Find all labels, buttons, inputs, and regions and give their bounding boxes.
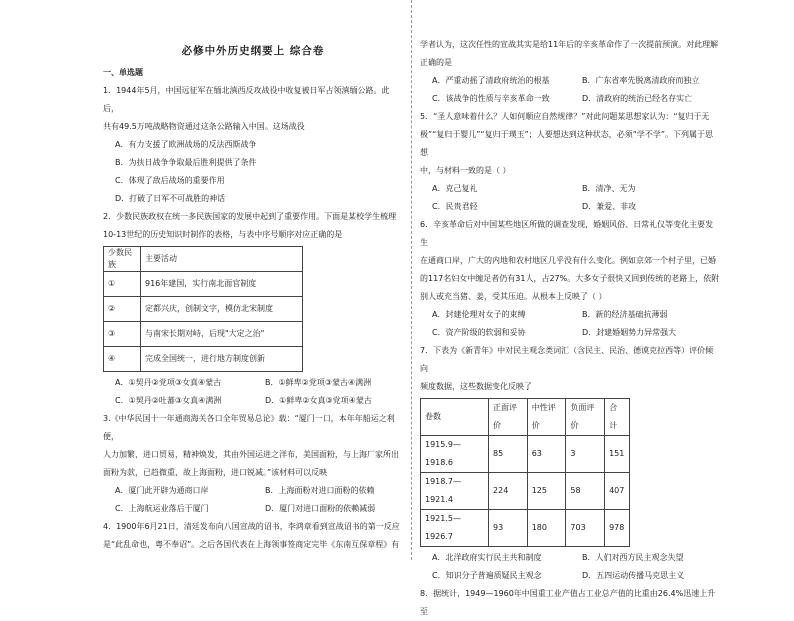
table-header-cell: 卷数	[421, 399, 489, 436]
table-header-cell: 主要活动	[141, 247, 303, 272]
option-a: A．北洋政府实行民主共和制度	[432, 553, 542, 562]
option-d: D．五四运动传播马克思主义	[582, 571, 685, 580]
table-cell: ②	[104, 297, 141, 322]
table-cell: 180	[527, 510, 566, 547]
option-d: D．清政府的统治已经名存实亡	[582, 94, 693, 103]
option-b: B．为扶日战争争取最后胜利提供了条件	[115, 158, 257, 167]
option-b: B．广东省率先脱离清政府而独立	[582, 76, 700, 85]
option-c: C．资产阶级的软弱和妥协	[432, 328, 526, 337]
section-heading: 一、单选题	[103, 68, 143, 77]
question-stem: 2．少数民族政权在统一多民族国家的发展中起到了重要作用。下面是某校学生梳理	[103, 212, 397, 221]
table-cell: 407	[605, 473, 630, 510]
option-c: C．上海航运业落后于厦门	[115, 504, 209, 513]
option-row	[420, 180, 720, 198]
question-stem: 8．据统计，1949—1960年中国重工业产值占工业总产值的比重由26.4%迅速上升至	[420, 589, 716, 616]
question-stem: 中，与材料一致的是（ ）	[420, 166, 511, 175]
table-cell: 3	[566, 436, 605, 473]
evaluation-table	[420, 398, 630, 547]
table-header-row	[104, 247, 303, 272]
question-stem: 3.《中华民国十一年通商海关各口全年贸易总论》载：“厦门一口，本年年船运之利便，	[103, 414, 395, 441]
option-row	[103, 500, 403, 518]
question-stem: 别人或充当猪、姜，受其压迫。从根本上反映了（ ）	[420, 292, 607, 301]
table-row	[421, 436, 630, 473]
table-cell: 85	[489, 436, 528, 473]
table-header-cell: 负面评价	[566, 399, 605, 436]
question-stem: 频度数据，这些数据变化反映了	[420, 382, 532, 391]
option-row	[103, 374, 403, 392]
option-row	[420, 198, 720, 216]
option-row	[420, 567, 720, 585]
option-row	[103, 392, 403, 410]
table-row	[421, 473, 630, 510]
question-stem: 1．1944年5月，中国远征军在缅北滇西反攻战役中收复被日军占领滇缅公路。此后，	[103, 86, 390, 113]
option-a: A．有力支援了欧洲战场的反法西斯战争	[115, 140, 257, 149]
table-row	[104, 322, 303, 347]
question-stem: 人力加繁，进口贸易，精神焕发，其由外国运进之洋布，美国面粉，与上海厂家所出	[103, 450, 399, 459]
table-cell: 完成全国统一，进行地方制度创新	[141, 347, 303, 372]
option-b: B．人们对西方民主观念失望	[582, 553, 684, 562]
table-cell: 224	[489, 473, 528, 510]
question-stem: 正确的是	[420, 58, 452, 67]
question-stem: 5．“圣人意味着什么？人如何顺应自然规律？”对此问题某思想家认为：“复归于无	[420, 112, 710, 121]
question-3	[103, 410, 403, 518]
option-d: D．厦门对进口面粉的依赖减弱	[265, 504, 376, 513]
option-c: C．①契丹②吐蕃③女真④满洲	[115, 396, 222, 405]
table-cell: 1921.5—1926.7	[421, 510, 489, 547]
table-cell: 与南宋长期对峙，后现"大定之治"	[141, 322, 303, 347]
table-row	[104, 347, 303, 372]
option-row	[420, 90, 720, 108]
ethnic-table	[103, 246, 303, 372]
option-row	[420, 324, 720, 342]
question-4-continued	[420, 36, 720, 108]
option-d: D．打破了日军不可战胜的神话	[115, 194, 226, 203]
table-header-row	[421, 399, 630, 436]
question-6	[420, 216, 720, 342]
table-cell: 58	[566, 473, 605, 510]
table-row	[421, 510, 630, 547]
option-d: D．兼爱、非攻	[582, 202, 637, 211]
table-cell: ①	[104, 272, 141, 297]
paper-title: 必修中外历史纲要上 综合卷	[181, 45, 325, 57]
table-cell: 978	[605, 510, 630, 547]
option-c: C．该战争的性质与辛亥革命一致	[432, 94, 550, 103]
table-cell: ④	[104, 347, 141, 372]
option-c: C．体现了敌后战场的重要作用	[115, 176, 225, 185]
option-a: A．厦门此开辟为通商口岸	[115, 486, 209, 495]
table-cell: 916年建国，实行南北面官制度	[141, 272, 303, 297]
option-row	[103, 482, 403, 500]
question-8	[420, 585, 720, 621]
option-row	[420, 306, 720, 324]
option-row	[420, 549, 720, 567]
question-stem: 学者认为，这次任性的宣战其实是给11年后的辛亥革命作了一次提前预演。对此理解	[420, 40, 719, 49]
question-5	[420, 108, 720, 216]
table-cell: 63	[527, 436, 566, 473]
question-stem: 10-13世纪的历史知识时制作的表格，与表中序号顺序对应正确的是	[103, 230, 343, 239]
question-stem: 4．1900年6月21日，清廷发布向八国宣战的诏书，李鸿章看到宣战诏书的第一反应	[103, 522, 400, 531]
question-stem: 极”“复归于婴儿”“复归于璞玉”；人要想达到这种状态，必须“学不学”。下列属于思想	[420, 130, 714, 157]
left-column	[103, 14, 403, 554]
right-column	[420, 36, 720, 621]
option-c: C．民贵君轻	[432, 202, 478, 211]
question-stem: 在通商口岸，广大的内地和农村地区几乎没有什么变化。例如京郊一个村子里，已婚	[420, 256, 716, 265]
question-stem: 是“此乱命也，粤不奉诏”。之后各国代表在上海领事签商定完毕《东南互保章程》有	[103, 540, 400, 549]
table-cell: ③	[104, 322, 141, 347]
question-stem: 6．辛亥革命后对中国某些地区所做的调查发现，婚姻风俗、日常礼仪等变化主要发生	[420, 220, 714, 247]
table-header-cell: 正面评价	[489, 399, 528, 436]
table-header-cell: 合计	[605, 399, 630, 436]
question-2	[103, 208, 403, 410]
table-header-cell: 少数民族	[104, 247, 141, 272]
option-d: D．①鲜卑②女真③党项④蒙古	[265, 396, 372, 405]
question-stem: 共有49.5万吨战略物资通过这条公路输入中国。这场战役	[103, 122, 305, 131]
option-b: B．上海面粉对进口面粉的依赖	[265, 486, 375, 495]
option-b: B．①鲜卑②党项③蒙古④满洲	[265, 378, 372, 387]
option-a: A．①契丹②党项③女真④蒙古	[115, 378, 222, 387]
question-stem: 7．下表为《新青年》中对民主观念类词汇（含民主、民治、德谟克拉西等）评价倾向	[420, 346, 714, 373]
table-header-cell: 中性评价	[527, 399, 566, 436]
question-4	[103, 518, 403, 554]
table-row	[104, 272, 303, 297]
table-cell: 151	[605, 436, 630, 473]
option-a: A．严重动摇了清政府统治的根基	[432, 76, 550, 85]
option-a: A．封建伦理对女子的束缚	[432, 310, 526, 319]
table-cell: 93	[489, 510, 528, 547]
option-a: A．克己复礼	[432, 184, 478, 193]
question-1	[103, 82, 403, 208]
question-stem: 的117名妇女中缠足者仍有31人，占27%。大多女子很快又回到传统的老路上，依附	[420, 274, 720, 283]
table-cell: 703	[566, 510, 605, 547]
column-divider	[411, 0, 412, 560]
option-d: D．封建婚姻势力异常强大	[582, 328, 677, 337]
table-row	[104, 297, 303, 322]
question-7	[420, 342, 720, 585]
question-stem: 面粉为款，已趋微重，故上海面粉，进口锐减。”该材料可以反映	[103, 468, 328, 477]
option-row	[420, 72, 720, 90]
option-b: B．新的经济基础抗薄弱	[582, 310, 668, 319]
table-cell: 1915.9—1918.6	[421, 436, 489, 473]
table-cell: 定都兴庆，创制文字，模仿北宋制度	[141, 297, 303, 322]
table-cell: 125	[527, 473, 566, 510]
table-cell: 1918.7—1921.4	[421, 473, 489, 510]
option-c: C．知识分子普遍质疑民主观念	[432, 571, 542, 580]
option-b: B．清净、无为	[582, 184, 636, 193]
